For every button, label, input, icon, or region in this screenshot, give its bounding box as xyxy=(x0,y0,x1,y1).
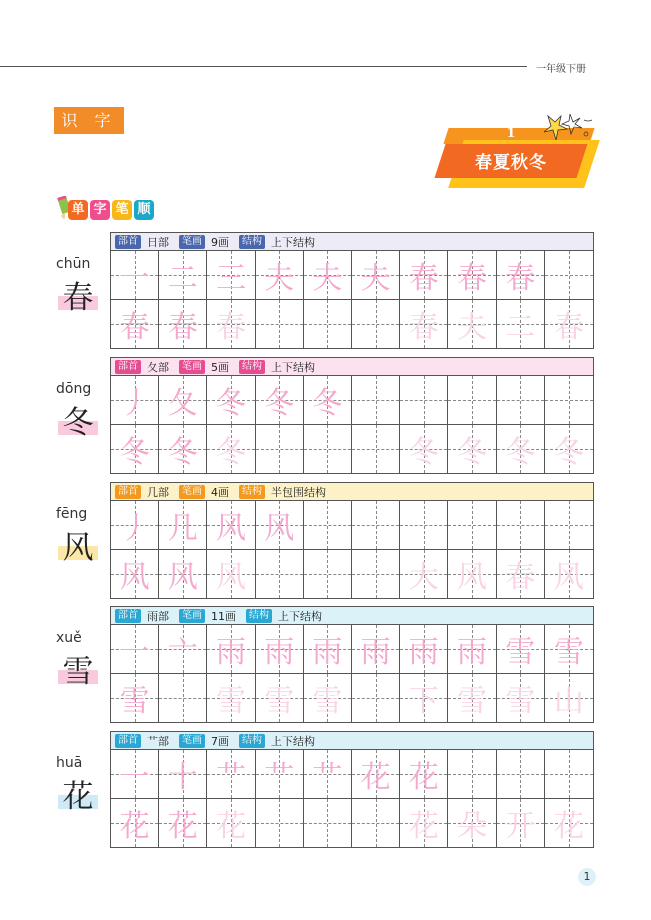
pinyin: huā xyxy=(56,755,83,771)
grid-cell[interactable] xyxy=(304,550,352,599)
trace-glyph: 花 xyxy=(360,759,391,795)
trace-glyph: 十 xyxy=(167,759,198,795)
trace-glyph: 雪 xyxy=(312,683,343,719)
grid-cell[interactable] xyxy=(545,625,593,674)
radical-tag: 部首 xyxy=(115,360,141,374)
grid-cell[interactable] xyxy=(111,425,159,474)
grid-cell[interactable] xyxy=(256,625,304,674)
grid-cell[interactable] xyxy=(304,376,352,425)
grid-cell[interactable] xyxy=(448,674,496,723)
structure-tag: 结构 xyxy=(239,734,265,748)
grid-cell[interactable] xyxy=(400,501,448,550)
character-block xyxy=(0,482,651,600)
trace-glyph: 开 xyxy=(505,808,536,844)
grid-cell[interactable] xyxy=(304,674,352,723)
trace-glyph: 风 xyxy=(553,559,584,595)
grid-cell[interactable] xyxy=(497,625,545,674)
grid-cell[interactable] xyxy=(207,550,255,599)
character-block xyxy=(0,606,651,724)
character-block xyxy=(0,731,651,849)
trace-glyph: 二 xyxy=(167,260,198,296)
trace-glyph: 雪 xyxy=(215,683,246,719)
grid-cell[interactable] xyxy=(497,300,545,349)
grid-cell[interactable] xyxy=(352,750,400,799)
trace-glyph: 花 xyxy=(553,808,584,844)
grid-cell[interactable] xyxy=(304,425,352,474)
grid-cell[interactable] xyxy=(256,550,304,599)
title-char-2: 字 xyxy=(90,200,110,220)
grid-cell[interactable] xyxy=(304,501,352,550)
grid-cell[interactable] xyxy=(352,625,400,674)
radical-tag: 部首 xyxy=(115,485,141,499)
grid-cell[interactable] xyxy=(304,625,352,674)
grid-cell[interactable] xyxy=(497,251,545,300)
writing-grid xyxy=(110,376,594,474)
grid-cell[interactable] xyxy=(256,251,304,300)
grid-cell[interactable] xyxy=(111,799,159,848)
grid-cell[interactable] xyxy=(159,376,207,425)
grid-cell[interactable] xyxy=(256,300,304,349)
trace-glyph: 雨 xyxy=(215,634,246,670)
trace-glyph: 艹 xyxy=(215,759,246,795)
trace-glyph: 冬 xyxy=(215,385,246,421)
grid-cell[interactable] xyxy=(448,376,496,425)
trace-glyph: 春 xyxy=(505,260,536,296)
grid-cell[interactable] xyxy=(304,251,352,300)
grid-cell[interactable] xyxy=(400,625,448,674)
strokes-value: 9画 xyxy=(211,235,229,249)
trace-glyph: 冬 xyxy=(264,385,295,421)
trace-glyph: 雪 xyxy=(456,683,487,719)
grid-cell[interactable] xyxy=(497,750,545,799)
grid-cell[interactable] xyxy=(400,750,448,799)
grid-cell[interactable] xyxy=(545,550,593,599)
grid-cell[interactable] xyxy=(159,501,207,550)
trace-glyph: 丿 xyxy=(119,385,150,421)
grade-label: 一年级下册 xyxy=(536,64,586,75)
grid-cell[interactable] xyxy=(304,300,352,349)
grid-cell[interactable] xyxy=(207,674,255,723)
strokes-tag: 笔画 xyxy=(179,609,205,623)
strokes-tag: 笔画 xyxy=(179,485,205,499)
grid-cell[interactable] xyxy=(448,425,496,474)
trace-glyph: 风 xyxy=(119,559,150,595)
model-character: 春 xyxy=(58,278,98,318)
grid-cell[interactable] xyxy=(400,799,448,848)
trace-glyph: 几 xyxy=(167,510,198,546)
trace-glyph: 雨 xyxy=(264,634,295,670)
grid-cell[interactable] xyxy=(304,799,352,848)
trace-glyph: 三 xyxy=(215,260,246,296)
radical-tag: 部首 xyxy=(115,609,141,623)
trace-glyph: 春 xyxy=(167,309,198,345)
structure-value: 上下结构 xyxy=(278,609,322,623)
radical-value: 夂部 xyxy=(147,360,169,374)
grid-cell[interactable] xyxy=(352,376,400,425)
radical-value: 雨部 xyxy=(147,609,169,623)
radical-value: 艹部 xyxy=(147,734,169,748)
info-bar xyxy=(110,731,594,750)
trace-glyph: 花 xyxy=(408,808,439,844)
trace-glyph: 冬 xyxy=(456,434,487,470)
model-character: 冬 xyxy=(58,403,98,443)
trace-glyph: 风 xyxy=(215,559,246,595)
radical-value: 几部 xyxy=(147,485,169,499)
structure-tag: 结构 xyxy=(239,235,265,249)
pinyin: xuě xyxy=(56,630,82,646)
trace-glyph: 冬 xyxy=(167,434,198,470)
strokes-value: 5画 xyxy=(211,360,229,374)
structure-value: 半包围结构 xyxy=(271,485,326,499)
grid-cell[interactable] xyxy=(497,674,545,723)
trace-glyph: 丿 xyxy=(119,510,150,546)
grid-cell[interactable] xyxy=(159,799,207,848)
title-char-4: 顺 xyxy=(134,200,154,220)
trace-glyph: 雨 xyxy=(408,634,439,670)
grid-cell[interactable] xyxy=(207,625,255,674)
trace-glyph: 冬 xyxy=(505,434,536,470)
structure-tag: 结构 xyxy=(239,360,265,374)
trace-glyph: 风 xyxy=(215,510,246,546)
grid-cell[interactable] xyxy=(448,251,496,300)
title-char-3: 笔 xyxy=(112,200,132,220)
trace-glyph: 春 xyxy=(505,559,536,595)
structure-tag: 结构 xyxy=(239,485,265,499)
trace-glyph: 花 xyxy=(167,808,198,844)
pinyin: chūn xyxy=(56,256,91,272)
strokes-tag: 笔画 xyxy=(179,235,205,249)
lesson-banner xyxy=(432,110,602,188)
trace-glyph: 雨 xyxy=(312,634,343,670)
trace-glyph: 春 xyxy=(553,309,584,345)
grid-cell[interactable] xyxy=(207,425,255,474)
header-rule xyxy=(0,66,527,67)
trace-glyph: 一 xyxy=(119,260,150,296)
grid-cell[interactable] xyxy=(545,300,593,349)
writing-grid xyxy=(110,501,594,599)
grid-cell[interactable] xyxy=(497,501,545,550)
lesson-title: 春夏秋冬 xyxy=(475,153,547,173)
section-tag: 识 字 xyxy=(54,107,124,134)
trace-glyph: 二 xyxy=(505,309,536,345)
trace-glyph: 夫 xyxy=(360,260,391,296)
grid-cell[interactable] xyxy=(545,750,593,799)
grid-cell[interactable] xyxy=(111,251,159,300)
grid-cell[interactable] xyxy=(400,251,448,300)
grid-cell[interactable] xyxy=(207,799,255,848)
grid-cell[interactable] xyxy=(448,550,496,599)
lesson-number: 1 xyxy=(506,126,516,141)
grid-cell[interactable] xyxy=(207,750,255,799)
grid-cell[interactable] xyxy=(497,550,545,599)
trace-glyph: 夫 xyxy=(264,260,295,296)
grid-cell[interactable] xyxy=(352,251,400,300)
trace-glyph: 艹 xyxy=(264,759,295,795)
trace-glyph: 花 xyxy=(408,759,439,795)
pinyin: fēng xyxy=(56,506,88,522)
trace-glyph: 一 xyxy=(119,759,150,795)
block-title xyxy=(68,200,154,220)
trace-glyph: 风 xyxy=(167,559,198,595)
grid-cell[interactable] xyxy=(256,425,304,474)
radical-value: 日部 xyxy=(147,235,169,249)
trace-glyph: 艹 xyxy=(312,759,343,795)
trace-glyph: 春 xyxy=(408,309,439,345)
trace-glyph: 雪 xyxy=(553,634,584,670)
trace-glyph: 亠 xyxy=(167,634,198,670)
strokes-value: 7画 xyxy=(211,734,229,748)
grid-cell[interactable] xyxy=(207,300,255,349)
trace-glyph: 风 xyxy=(456,559,487,595)
strokes-value: 4画 xyxy=(211,485,229,499)
grid-cell[interactable] xyxy=(159,300,207,349)
radical-tag: 部首 xyxy=(115,734,141,748)
grid-cell[interactable] xyxy=(545,799,593,848)
model-character: 雪 xyxy=(58,652,98,692)
structure-tag: 结构 xyxy=(246,609,272,623)
grid-cell[interactable] xyxy=(111,376,159,425)
info-bar xyxy=(110,232,594,251)
trace-glyph: 夂 xyxy=(167,385,198,421)
strokes-value: 11画 xyxy=(211,609,236,623)
grid-cell[interactable] xyxy=(448,501,496,550)
pinyin: dōng xyxy=(56,381,92,397)
grid-cell[interactable] xyxy=(111,750,159,799)
model-character: 花 xyxy=(58,777,98,817)
grid-cell[interactable] xyxy=(545,251,593,300)
grid-cell[interactable] xyxy=(159,750,207,799)
structure-value: 上下结构 xyxy=(271,360,315,374)
grid-cell[interactable] xyxy=(400,376,448,425)
grid-cell[interactable] xyxy=(207,376,255,425)
grid-cell[interactable] xyxy=(207,501,255,550)
trace-glyph: 夫 xyxy=(456,309,487,345)
grid-cell[interactable] xyxy=(352,300,400,349)
structure-value: 上下结构 xyxy=(271,235,315,249)
page-number: 1 xyxy=(578,868,596,886)
grid-cell[interactable] xyxy=(497,799,545,848)
trace-glyph: 冬 xyxy=(312,385,343,421)
grid-cell[interactable] xyxy=(352,550,400,599)
grid-cell[interactable] xyxy=(111,300,159,349)
grid-cell[interactable] xyxy=(256,674,304,723)
grid-cell[interactable] xyxy=(256,750,304,799)
grid-cell[interactable] xyxy=(497,425,545,474)
grid-cell[interactable] xyxy=(400,550,448,599)
grid-cell[interactable] xyxy=(400,674,448,723)
trace-glyph: 冬 xyxy=(215,434,246,470)
model-character: 风 xyxy=(58,528,98,568)
grid-cell[interactable] xyxy=(545,376,593,425)
writing-grid xyxy=(110,750,594,848)
grid-cell[interactable] xyxy=(111,674,159,723)
trace-glyph: 雪 xyxy=(505,683,536,719)
trace-glyph: 雪 xyxy=(119,683,150,719)
structure-value: 上下结构 xyxy=(271,734,315,748)
grid-cell[interactable] xyxy=(400,300,448,349)
info-bar xyxy=(110,482,594,501)
trace-glyph: 花 xyxy=(119,808,150,844)
grid-cell[interactable] xyxy=(111,501,159,550)
grid-cell[interactable] xyxy=(111,550,159,599)
trace-glyph: 朵 xyxy=(456,808,487,844)
grid-cell[interactable] xyxy=(352,425,400,474)
trace-glyph: 冬 xyxy=(119,434,150,470)
info-bar xyxy=(110,606,594,625)
grid-cell[interactable] xyxy=(304,750,352,799)
strokes-tag: 笔画 xyxy=(179,360,205,374)
trace-glyph: 大 xyxy=(408,559,439,595)
grid-cell[interactable] xyxy=(159,674,207,723)
grid-cell[interactable] xyxy=(256,501,304,550)
radical-tag: 部首 xyxy=(115,235,141,249)
trace-glyph: 春 xyxy=(215,309,246,345)
grid-cell[interactable] xyxy=(352,799,400,848)
trace-glyph: 下 xyxy=(408,683,439,719)
trace-glyph: 春 xyxy=(119,309,150,345)
grid-cell[interactable] xyxy=(159,625,207,674)
grid-cell[interactable] xyxy=(545,425,593,474)
trace-glyph: 花 xyxy=(215,808,246,844)
character-block xyxy=(0,232,651,350)
writing-grid xyxy=(110,625,594,723)
grid-cell[interactable] xyxy=(448,625,496,674)
grid-cell[interactable] xyxy=(207,251,255,300)
grid-cell[interactable] xyxy=(497,376,545,425)
grid-cell[interactable] xyxy=(545,501,593,550)
trace-glyph: 春 xyxy=(408,260,439,296)
trace-glyph: 冬 xyxy=(553,434,584,470)
grid-cell[interactable] xyxy=(400,425,448,474)
trace-glyph: 春 xyxy=(456,260,487,296)
grid-cell[interactable] xyxy=(448,799,496,848)
grid-cell[interactable] xyxy=(448,300,496,349)
grid-cell[interactable] xyxy=(159,251,207,300)
grid-cell[interactable] xyxy=(159,550,207,599)
grid-cell[interactable] xyxy=(111,625,159,674)
writing-grid xyxy=(110,251,594,349)
trace-glyph: 雪 xyxy=(264,683,295,719)
trace-glyph: 雪 xyxy=(505,634,536,670)
grid-cell[interactable] xyxy=(352,674,400,723)
grid-cell[interactable] xyxy=(256,799,304,848)
trace-glyph: 冬 xyxy=(408,434,439,470)
strokes-tag: 笔画 xyxy=(179,734,205,748)
grid-cell[interactable] xyxy=(448,750,496,799)
info-bar xyxy=(110,357,594,376)
grid-cell[interactable] xyxy=(352,501,400,550)
trace-glyph: 雨 xyxy=(360,634,391,670)
trace-glyph: 夫 xyxy=(312,260,343,296)
grid-cell[interactable] xyxy=(159,425,207,474)
trace-glyph: 一 xyxy=(119,634,150,670)
character-block xyxy=(0,357,651,475)
trace-glyph: 风 xyxy=(264,510,295,546)
grid-cell[interactable] xyxy=(545,674,593,723)
grid-cell[interactable] xyxy=(256,376,304,425)
title-char-1: 单 xyxy=(68,200,88,220)
trace-glyph: 雨 xyxy=(456,634,487,670)
trace-glyph: 山 xyxy=(553,683,584,719)
